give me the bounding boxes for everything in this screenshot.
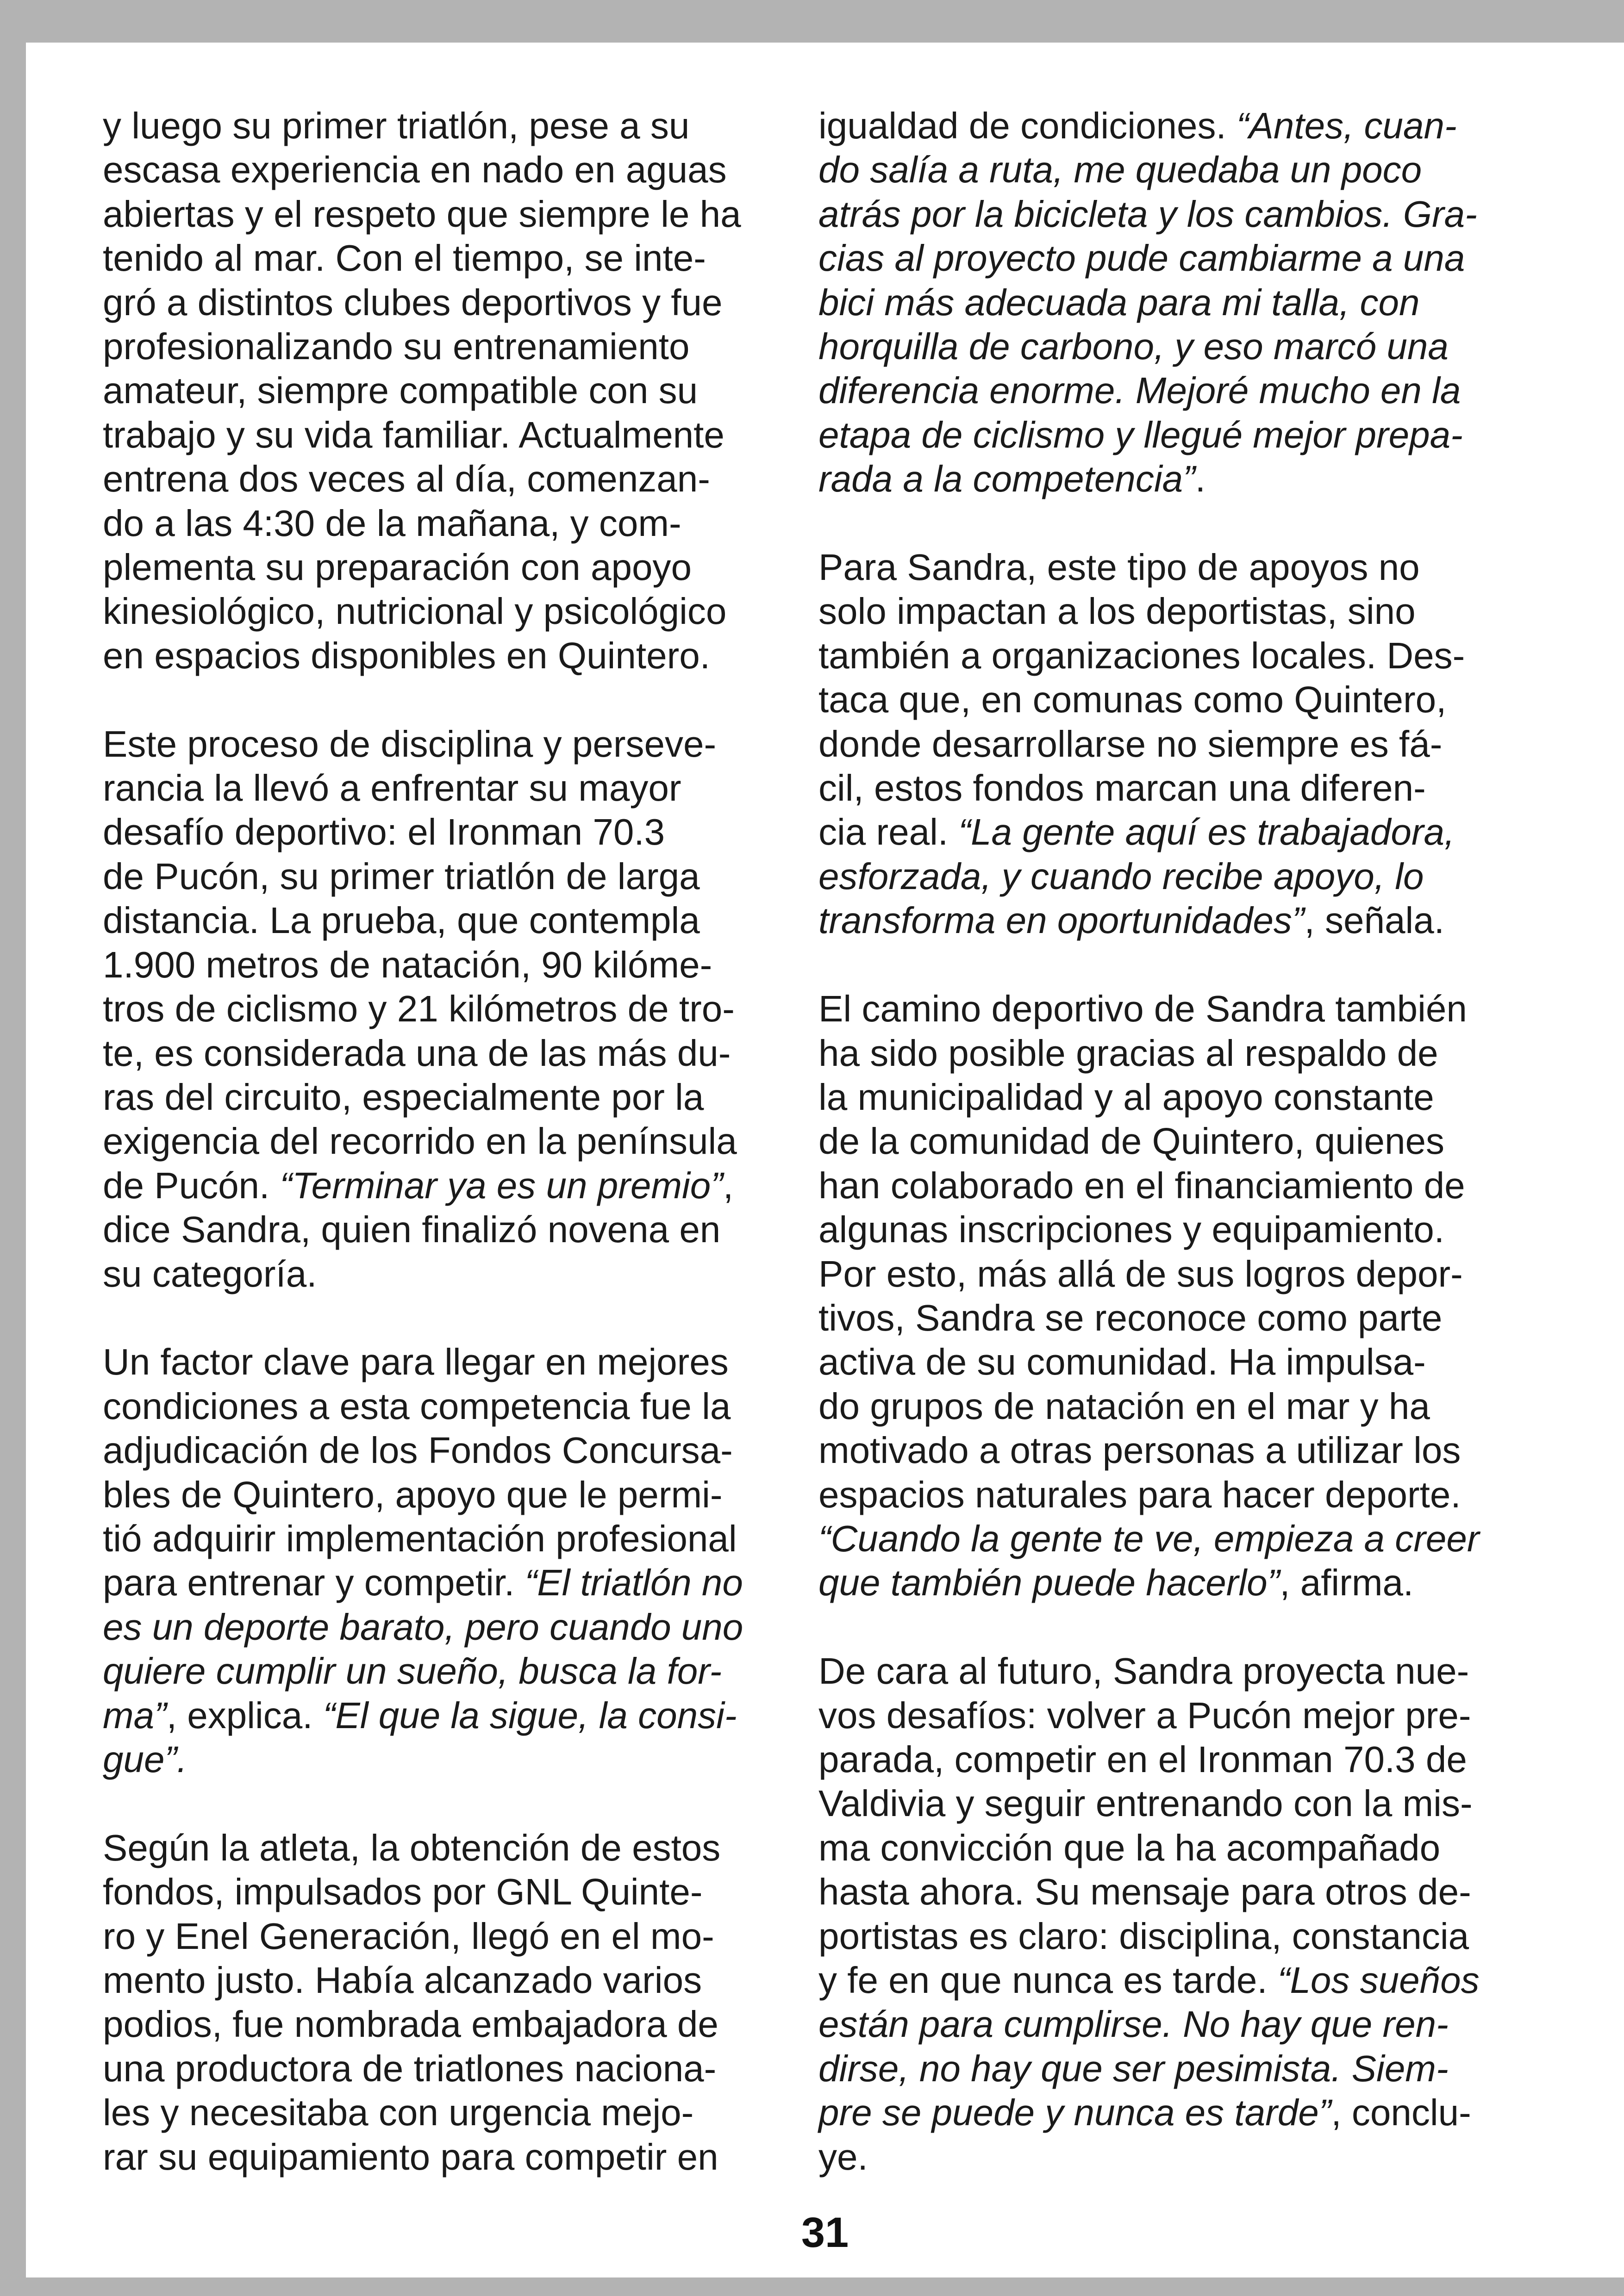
text-line xyxy=(103,545,823,589)
quote-text: “Antes, cuan- xyxy=(1236,105,1457,146)
body-text: tros de ciclismo y 21 kilómetros de tro- xyxy=(103,988,735,1030)
body-text: profesionalizando su entrenamiento xyxy=(103,326,690,367)
quote-text: “Cuando la gente te ve, empieza a creer xyxy=(818,1518,1480,1559)
body-text: la municipalidad y al apoyo constante xyxy=(818,1076,1434,1118)
body-text: parada, competir en el Ironman 70.3 de xyxy=(818,1738,1467,1780)
text-line xyxy=(818,1119,1538,1163)
text-line xyxy=(818,457,1538,501)
text-line xyxy=(818,148,1538,192)
text-line xyxy=(818,1340,1538,1384)
body-text: igualdad de condiciones. xyxy=(818,105,1237,146)
text-line xyxy=(103,1737,823,1781)
text-line xyxy=(103,104,823,148)
text-line xyxy=(103,2135,823,2179)
text-line xyxy=(818,236,1538,280)
page-number: 31 xyxy=(801,2209,849,2256)
quote-text: horquilla de carbono, y eso marcó una xyxy=(818,326,1449,367)
quote-text: atrás por la bicicleta y los cambios. Gra- xyxy=(818,193,1477,235)
text-line xyxy=(103,1031,823,1075)
body-text: Este proceso de disciplina y perseve- xyxy=(103,723,717,765)
body-text: algunas inscripciones y equipamiento. xyxy=(818,1209,1444,1251)
body-text: te, es considerada una de las más du- xyxy=(103,1032,731,1074)
text-line xyxy=(818,810,1538,854)
body-text: podios, fue nombrada embajadora de xyxy=(103,2004,718,2045)
quote-text: ma” xyxy=(103,1694,167,1736)
body-text: ma convicción que la ha acompañado xyxy=(818,1827,1441,1868)
text-line xyxy=(818,1781,1538,1825)
text-line xyxy=(818,1428,1538,1472)
text-line xyxy=(818,2047,1538,2091)
body-text: adjudicación de los Fondos Concursa- xyxy=(103,1430,733,1471)
text-line xyxy=(818,2002,1538,2046)
body-text: ras del circuito, especialmente por la xyxy=(103,1076,704,1118)
text-line xyxy=(103,1473,823,1517)
paragraph-break xyxy=(818,501,1538,545)
text-line xyxy=(818,634,1538,678)
body-text: plementa su preparación con apoyo xyxy=(103,547,692,588)
text-line xyxy=(818,1207,1538,1251)
quote-text: gue”. xyxy=(103,1739,187,1780)
text-line xyxy=(818,1693,1538,1737)
body-text: y fe en que nunca es tarde. xyxy=(818,1960,1278,2001)
body-text: solo impactan a los deportistas, sino xyxy=(818,591,1416,632)
body-text: espacios naturales para hacer deporte. xyxy=(818,1474,1461,1515)
paragraph-break xyxy=(818,1605,1538,1649)
text-line xyxy=(818,1164,1538,1207)
text-line xyxy=(818,324,1538,368)
body-text: escasa experiencia en nado en aguas xyxy=(103,149,727,191)
text-line xyxy=(818,1914,1538,1958)
body-text: tivos, Sandra se reconoce como parte xyxy=(818,1297,1443,1338)
paragraph-break xyxy=(818,943,1538,987)
text-line xyxy=(103,1870,823,1914)
left-text-column xyxy=(103,104,823,2179)
body-text: dice Sandra, quien finalizó novena en xyxy=(103,1209,721,1251)
quote-text: dirse, no hay que ser pesimista. Siem- xyxy=(818,2047,1449,2089)
body-text: rar su equipamiento para competir en xyxy=(103,2136,718,2178)
text-line xyxy=(103,766,823,810)
body-text: kinesiológico, nutricional y psicológico xyxy=(103,591,727,632)
body-text: , señala. xyxy=(1304,900,1444,941)
body-text: rancia la llevó a enfrentar su mayor xyxy=(103,767,681,809)
quote-text: “El triatlón no xyxy=(525,1562,743,1604)
text-line xyxy=(818,854,1538,898)
quote-text: cias al proyecto pude cambiarme a una xyxy=(818,237,1465,279)
body-text: Por esto, más allá de sus logros depor- xyxy=(818,1253,1463,1294)
text-line xyxy=(103,1252,823,1296)
text-line xyxy=(818,1031,1538,1075)
body-text: Para Sandra, este tipo de apoyos no xyxy=(818,547,1420,588)
quote-text: que también puede hacerlo” xyxy=(818,1562,1280,1604)
text-line xyxy=(818,1958,1538,2002)
body-text: tenido al mar. Con el tiempo, se inte- xyxy=(103,237,706,279)
text-line xyxy=(103,1914,823,1958)
body-text: distancia. La prueba, que contempla xyxy=(103,900,700,941)
text-line xyxy=(818,413,1538,457)
paragraph-break xyxy=(103,1781,823,1825)
quote-text: quiere cumplir un sueño, busca la for- xyxy=(103,1650,722,1692)
quote-text: “El que la sigue, la consi- xyxy=(323,1694,737,1736)
text-line xyxy=(103,854,823,898)
text-line xyxy=(103,501,823,545)
text-line xyxy=(818,192,1538,236)
text-line xyxy=(103,368,823,412)
body-text: , conclu- xyxy=(1331,2092,1471,2134)
body-text: de Pucón. xyxy=(103,1164,280,1206)
body-text: abiertas y el respeto que siempre le ha xyxy=(103,193,741,235)
text-line xyxy=(103,1384,823,1428)
text-line xyxy=(103,1119,823,1163)
quote-text: etapa de ciclismo y llegué mejor prepa- xyxy=(818,414,1463,455)
text-line xyxy=(103,1075,823,1119)
quote-text: “Terminar ya es un premio” xyxy=(280,1164,723,1206)
body-text: taca que, en comunas como Quintero, xyxy=(818,679,1447,721)
text-line xyxy=(818,1737,1538,1781)
text-line xyxy=(103,236,823,280)
text-line xyxy=(103,1605,823,1649)
body-text: 1.900 metros de natación, 90 kilóme- xyxy=(103,944,712,985)
right-text-column xyxy=(818,104,1538,2179)
body-text: bles de Quintero, apoyo que le permi- xyxy=(103,1474,723,1515)
text-line xyxy=(103,1340,823,1384)
text-line xyxy=(818,1075,1538,1119)
body-text: , afirma. xyxy=(1280,1562,1414,1604)
text-line xyxy=(103,1517,823,1561)
body-text: trabajo y su vida familiar. Actualmente xyxy=(103,414,725,455)
text-line xyxy=(818,1384,1538,1428)
text-line xyxy=(103,1826,823,1870)
quote-text: pre se puede y nunca es tarde” xyxy=(818,2092,1331,2134)
quote-text: transforma en oportunidades” xyxy=(818,900,1305,941)
text-line xyxy=(818,1561,1538,1605)
text-line xyxy=(818,766,1538,810)
body-text: vos desafíos: volver a Pucón mejor pre- xyxy=(818,1694,1471,1736)
body-text: de la comunidad de Quintero, quienes xyxy=(818,1120,1445,1162)
quote-text: es un deporte barato, pero cuando uno xyxy=(103,1606,743,1648)
body-text: entrena dos veces al día, comenzan- xyxy=(103,458,710,500)
body-text: amateur, siempre compatible con su xyxy=(103,370,698,411)
text-line xyxy=(103,1164,823,1207)
body-text: do grupos de natación en el mar y ha xyxy=(818,1385,1430,1427)
body-text: desafío deportivo: el Ironman 70.3 xyxy=(103,811,665,853)
text-line xyxy=(103,722,823,766)
quote-text: “Los sueños xyxy=(1277,1960,1480,2001)
body-text: condiciones a esta competencia fue la xyxy=(103,1385,731,1427)
text-line xyxy=(103,1561,823,1605)
text-line xyxy=(818,987,1538,1031)
text-line xyxy=(103,589,823,633)
body-text: han colaborado en el financiamiento de xyxy=(818,1164,1465,1206)
body-text: cia real. xyxy=(818,811,959,853)
magazine-page xyxy=(26,43,1624,2277)
text-line xyxy=(103,1207,823,1251)
text-line xyxy=(818,678,1538,722)
body-text: mento justo. Había alcanzado varios xyxy=(103,1960,702,2001)
quote-text: rada a la competencia” xyxy=(818,458,1195,500)
body-text: ro y Enel Generación, llegó en el mo- xyxy=(103,1915,714,1957)
quote-text: “La gente aquí es trabajadora, xyxy=(958,811,1455,853)
body-text: una productora de triatlones naciona- xyxy=(103,2047,717,2089)
body-text: Según la atleta, la obtención de estos xyxy=(103,1827,721,1868)
body-text: , explica. xyxy=(166,1694,323,1736)
body-text: El camino deportivo de Sandra también xyxy=(818,988,1467,1030)
text-line xyxy=(103,192,823,236)
body-text: donde desarrollarse no siempre es fá- xyxy=(818,723,1443,765)
text-line xyxy=(818,2091,1538,2134)
text-line xyxy=(818,722,1538,766)
quote-text: do salía a ruta, me quedaba un poco xyxy=(818,149,1422,191)
body-text: les y necesitaba con urgencia mejo- xyxy=(103,2092,694,2134)
body-text: también a organizaciones locales. Des- xyxy=(818,635,1465,676)
body-text: do a las 4:30 de la mañana, y com- xyxy=(103,502,681,544)
text-line xyxy=(103,2002,823,2046)
body-text: para entrenar y competir. xyxy=(103,1562,525,1604)
text-line xyxy=(818,1252,1538,1296)
body-text: su categoría. xyxy=(103,1253,317,1294)
body-text: fondos, impulsados por GNL Quinte- xyxy=(103,1871,703,1913)
text-line xyxy=(818,368,1538,412)
text-line xyxy=(818,1296,1538,1340)
body-text: de Pucón, su primer triatlón de larga xyxy=(103,855,700,897)
body-text: y luego su primer triatlón, pese a su xyxy=(103,105,690,146)
body-text: , xyxy=(723,1164,734,1206)
text-line xyxy=(103,324,823,368)
body-text: portistas es claro: disciplina, constancia xyxy=(818,1915,1469,1957)
body-text: activa de su comunidad. Ha impulsa- xyxy=(818,1341,1426,1383)
quote-text: diferencia enorme. Mejoré mucho en la xyxy=(818,370,1461,411)
text-line xyxy=(818,1473,1538,1517)
text-line xyxy=(818,280,1538,324)
body-text: Un factor clave para llegar en mejores xyxy=(103,1341,729,1383)
text-line xyxy=(818,1649,1538,1693)
text-line xyxy=(103,987,823,1031)
paragraph-break xyxy=(103,1296,823,1340)
text-line xyxy=(103,457,823,501)
quote-text: bici más adecuada para mi talla, con xyxy=(818,281,1420,323)
text-line xyxy=(103,2047,823,2091)
body-text: en espacios disponibles en Quintero. xyxy=(103,635,710,676)
text-line xyxy=(103,280,823,324)
text-line xyxy=(103,1958,823,2002)
body-text: Valdivia y seguir entrenando con la mis- xyxy=(818,1783,1473,1824)
text-line xyxy=(818,898,1538,942)
paragraph-break xyxy=(103,678,823,722)
body-text: hasta ahora. Su mensaje para otros de- xyxy=(818,1871,1471,1913)
text-line xyxy=(103,148,823,192)
body-text: cil, estos fondos marcan una diferen- xyxy=(818,767,1426,809)
body-text: ye. xyxy=(818,2136,868,2178)
text-line xyxy=(818,589,1538,633)
text-line xyxy=(103,943,823,987)
quote-text: están para cumplirse. No hay que ren- xyxy=(818,2004,1449,2045)
text-line xyxy=(103,810,823,854)
body-text: De cara al futuro, Sandra proyecta nue- xyxy=(818,1650,1469,1692)
text-line xyxy=(818,545,1538,589)
text-line xyxy=(818,2135,1538,2179)
quote-text: esforzada, y cuando recibe apoyo, lo xyxy=(818,855,1424,897)
text-line xyxy=(818,1826,1538,1870)
body-text: exigencia del recorrido en la península xyxy=(103,1120,737,1162)
text-line xyxy=(103,1693,823,1737)
text-line xyxy=(103,413,823,457)
text-line xyxy=(103,898,823,942)
text-line xyxy=(103,634,823,678)
body-text: gró a distintos clubes deportivos y fue xyxy=(103,281,723,323)
body-text: ha sido posible gracias al respaldo de xyxy=(818,1032,1438,1074)
text-line xyxy=(103,1649,823,1693)
body-text: motivado a otras personas a utilizar los xyxy=(818,1430,1461,1471)
text-line xyxy=(103,1428,823,1472)
body-text: tió adquirir implementación profesional xyxy=(103,1518,737,1559)
text-line xyxy=(818,104,1538,148)
body-text: . xyxy=(1195,458,1206,500)
text-line xyxy=(103,2091,823,2134)
text-line xyxy=(818,1517,1538,1561)
text-line xyxy=(818,1870,1538,1914)
